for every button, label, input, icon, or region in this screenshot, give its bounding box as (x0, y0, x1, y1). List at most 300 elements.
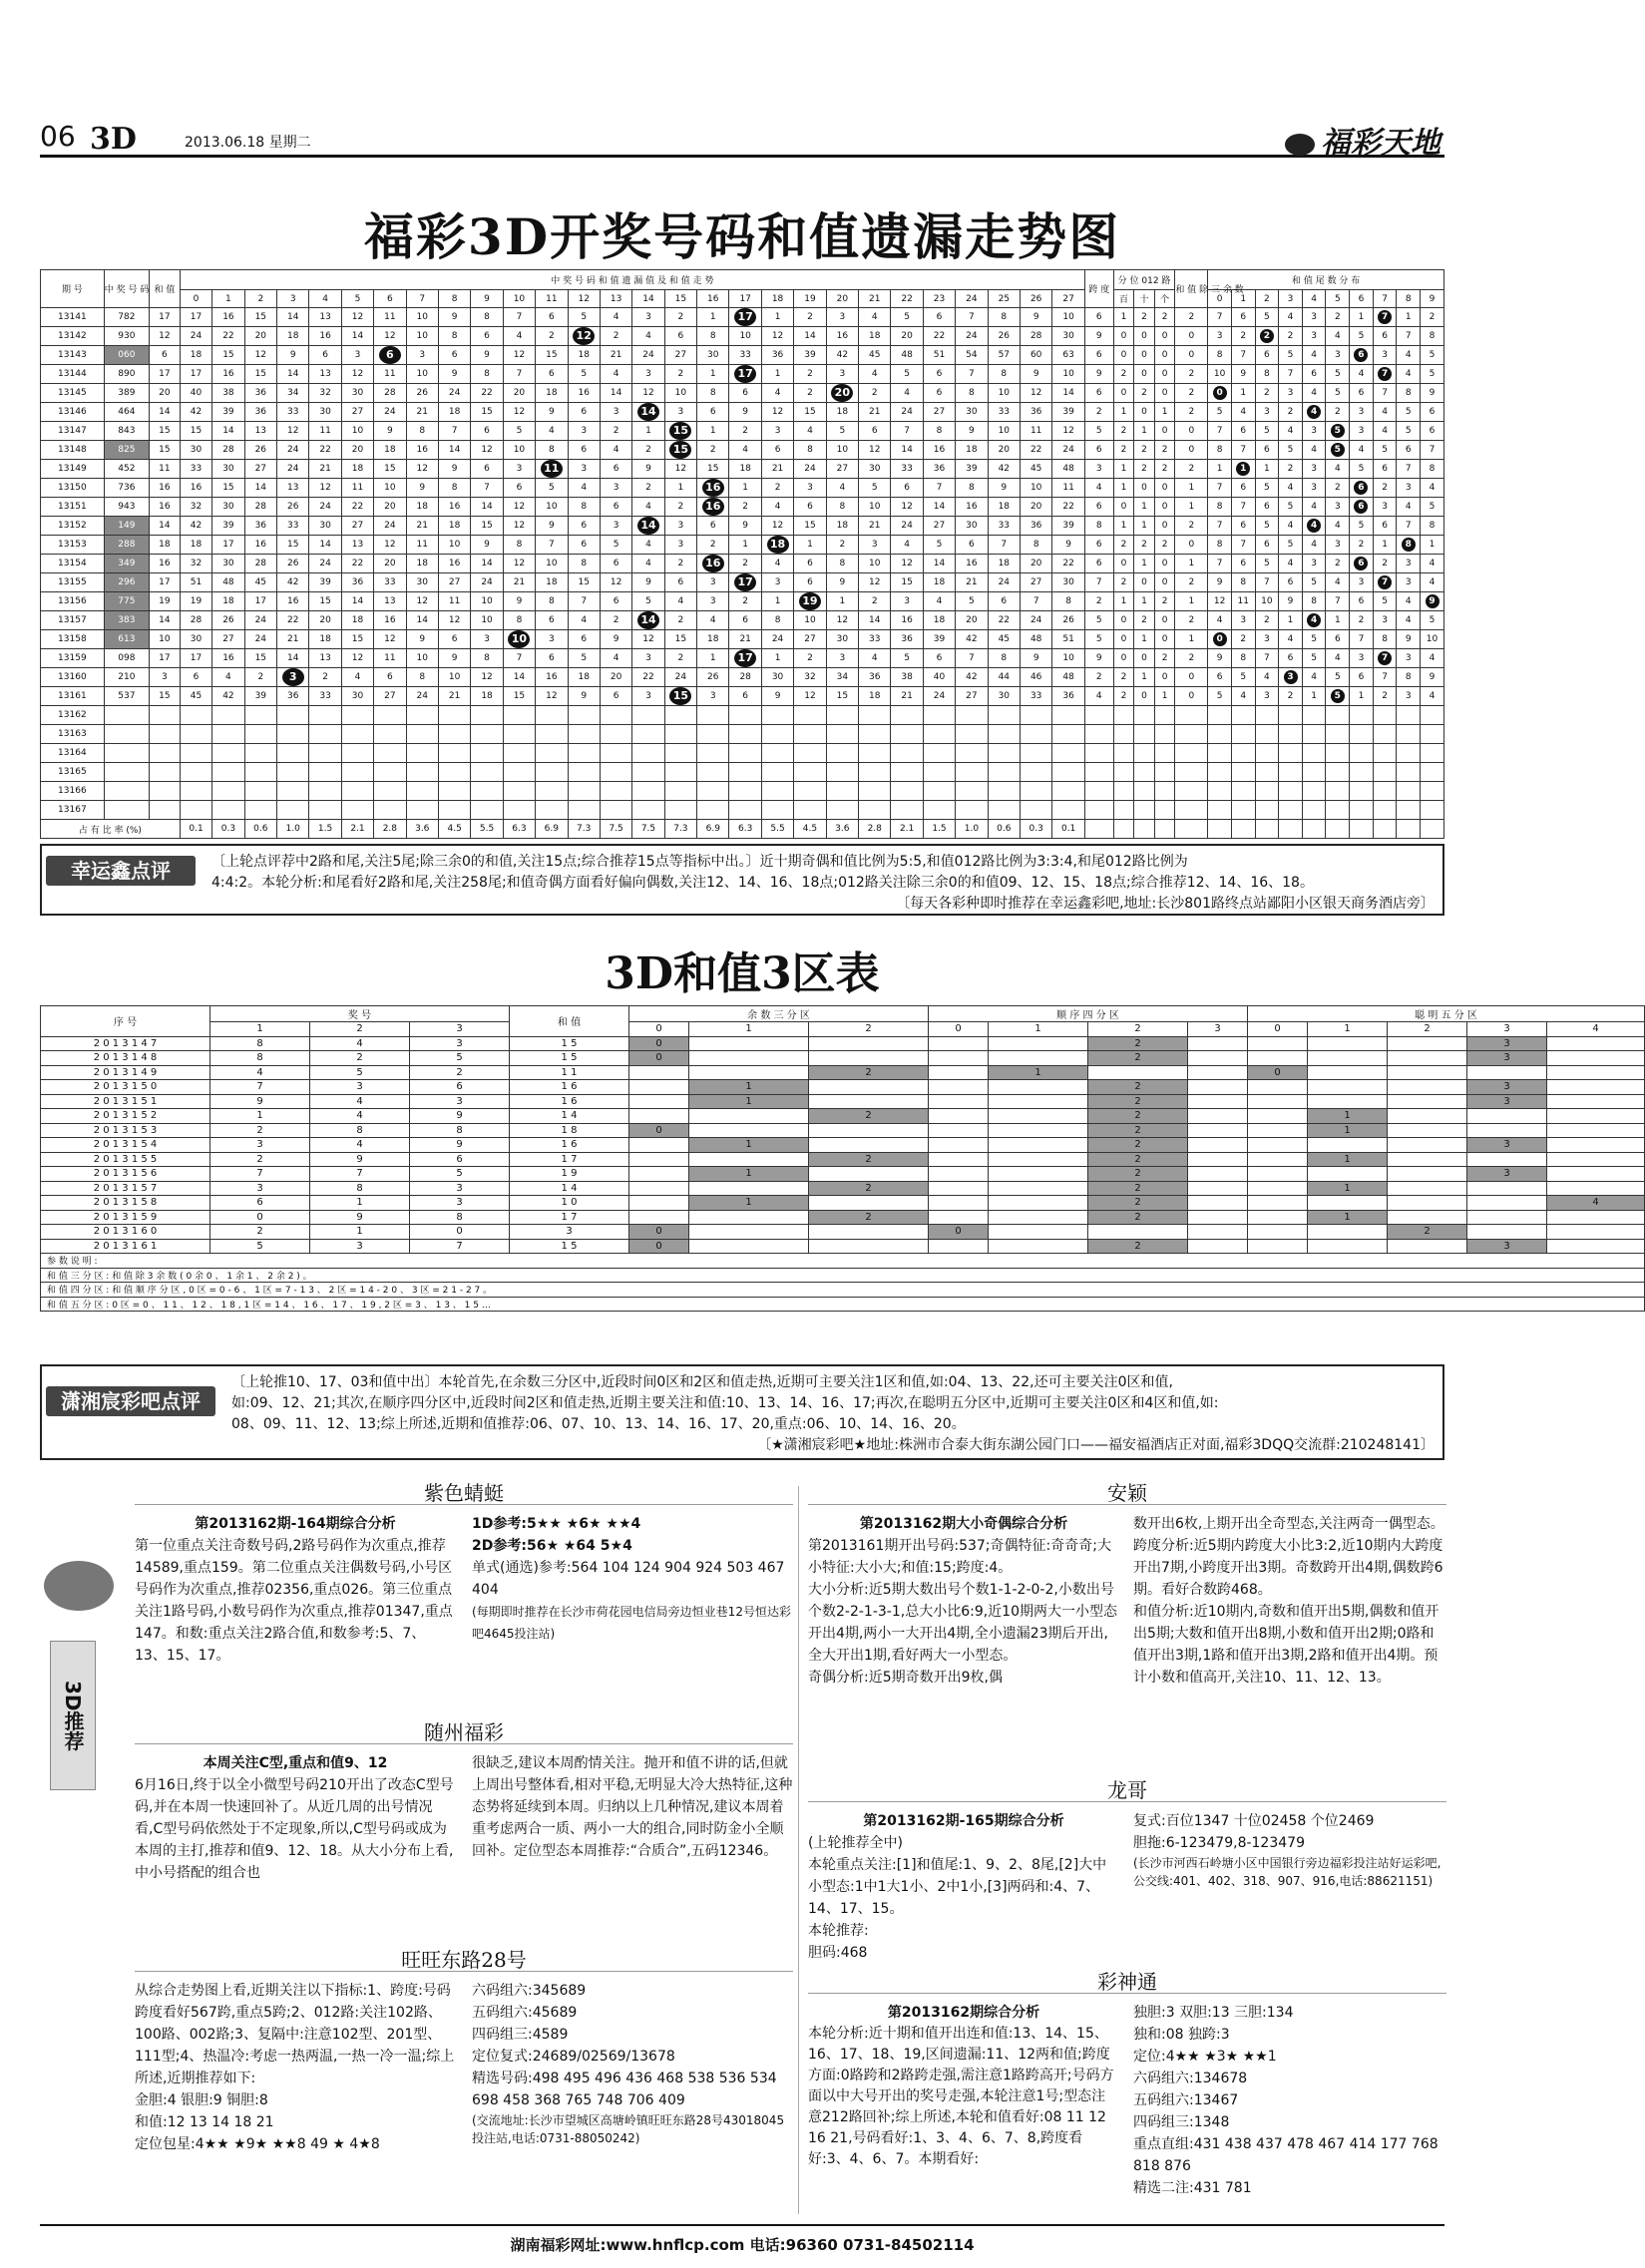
zone3-cell: 1 (689, 1196, 809, 1211)
sum-trend-cell: 7 (1020, 592, 1051, 611)
ratio-cell: 4.5 (438, 820, 470, 839)
tail-cell: 4 (1397, 346, 1421, 365)
article-line: 独胆:3 双胆:13 三胆:134 (1133, 2005, 1294, 2021)
sum-trend-cell: 22 (632, 668, 664, 687)
article-line: 精选号码:498 495 496 436 468 538 536 534 698 458 368 765 748 706 409 (472, 2071, 777, 2108)
zone5-cell: 3 (1467, 1167, 1547, 1182)
tail-cell: 2 (1279, 327, 1303, 346)
empty-cell (104, 706, 149, 725)
zone4-cell (929, 1065, 989, 1080)
tail-cell: 2 (1350, 611, 1374, 630)
sum-trend-cell: 3 (471, 630, 503, 649)
tail-ball: 6 (1354, 348, 1368, 362)
route-cell: 0 (1134, 327, 1155, 346)
empty-cell (1373, 706, 1397, 725)
tail-cell: 2 (1231, 327, 1255, 346)
sum-trend-cell: 19 (180, 592, 211, 611)
sum-trend-cell: 11 (374, 649, 406, 668)
tail-cell: 3 (1397, 649, 1421, 668)
sum-trend-cell: 9 (374, 422, 406, 441)
route-cell: 2 (1113, 573, 1134, 592)
sum-trend-cell: 9 (471, 346, 503, 365)
sum-trend-cell: 3 (568, 422, 600, 441)
sum-trend-cell: 18 (859, 687, 891, 706)
col-header-zone4-val: 1 (989, 1022, 1088, 1037)
prize-digit-cell: 7 (410, 1239, 510, 1254)
prize-digit-cell: 1 (310, 1225, 410, 1240)
tail-cell: 5 (1373, 592, 1397, 611)
tail-ball: 1 (1236, 462, 1250, 476)
sum-trend-cell: 45 (988, 630, 1020, 649)
route-cell: 0 (1154, 498, 1175, 517)
tail-cell: 2 (1326, 403, 1350, 422)
mod3-cell: 0 (1175, 687, 1208, 706)
empty-cell (632, 744, 664, 763)
ref-2d: 2D参考:56★ ★64 5★4 (472, 1538, 632, 1554)
empty-cell (149, 782, 180, 801)
sum-trend-cell: 4 (503, 327, 535, 346)
sum-trend-cell: 7 (471, 479, 503, 498)
col-header-zone4-val: 0 (929, 1022, 989, 1037)
period-cell: 13162 (41, 706, 105, 725)
zone4-cell (989, 1036, 1088, 1051)
sum-trend-cell: 11 (438, 592, 470, 611)
sum-trend-cell: 6 (664, 327, 696, 346)
zone3-cell (809, 1138, 929, 1153)
zone5-cell: 1 (1308, 1123, 1388, 1138)
sum-trend-cell: 12 (600, 573, 631, 592)
prize-digit-cell: 4 (210, 1065, 310, 1080)
article-title: 安颖 (808, 1482, 1446, 1505)
article-line: 五码组六:13467 (1133, 2092, 1239, 2108)
tail-cell: 3 (1302, 327, 1326, 346)
tail-cell: 7 (1231, 498, 1255, 517)
sum-trend-cell: 10 (471, 611, 503, 630)
sum-trend-cell: 14 (277, 649, 309, 668)
zone4-cell (929, 1210, 989, 1225)
prize-digit-cell: 3 (410, 1181, 510, 1196)
sum-trend-cell (536, 460, 568, 479)
empty-cell (180, 763, 211, 782)
article-subtitle: 第2013162期-164期综合分析 (195, 1516, 396, 1532)
sum-trend-cell: 9 (277, 346, 309, 365)
route-cell: 2 (1134, 536, 1155, 555)
tail-cell: 8 (1255, 365, 1279, 384)
sum-trend-cell: 4 (632, 555, 664, 573)
empty-cell (1113, 725, 1134, 744)
route-cell: 1 (1113, 308, 1134, 327)
sum-trend-cell: 2 (697, 536, 729, 555)
zone5-cell (1547, 1051, 1645, 1066)
sum-trend-cell: 18 (341, 460, 373, 479)
sum-ball: 14 (637, 517, 659, 535)
empty-cell (988, 782, 1020, 801)
tail-ball: 7 (1378, 367, 1392, 381)
zone5-cell: 3 (1467, 1080, 1547, 1095)
zone5-cell: 3 (1467, 1094, 1547, 1109)
zone4-cell (989, 1123, 1088, 1138)
empty-cell (664, 706, 696, 725)
sum-trend-cell: 33 (859, 630, 891, 649)
span-cell: 9 (1084, 327, 1113, 346)
sum-trend-cell: 10 (503, 441, 535, 460)
tail-ball: 7 (1378, 310, 1392, 324)
sum-trend-cell: 3 (341, 346, 373, 365)
zone5-cell (1248, 1123, 1308, 1138)
zone5-cell (1308, 1225, 1388, 1240)
sum-trend-cell (697, 479, 729, 498)
sum-trend-cell: 10 (988, 422, 1020, 441)
empty-cell (826, 782, 858, 801)
sum-trend-cell: 10 (341, 422, 373, 441)
empty-cell (891, 725, 923, 744)
sum-trend-cell: 39 (923, 630, 955, 649)
winning-number-cell: 537 (104, 687, 149, 706)
tail-cell: 1 (1231, 384, 1255, 403)
note-cell: 和 值 三 分 区 : 和 值 除 3 余 数 ( 0 余 0 、 1 余 1 、 2 余 2 ) 。 (41, 1268, 1645, 1283)
empty-cell (859, 801, 891, 820)
empty-cell (1052, 744, 1085, 763)
zone4-cell (989, 1051, 1088, 1066)
tail-cell: 5 (1255, 479, 1279, 498)
zone4-cell (929, 1138, 989, 1153)
col-header-sum-value: 27 (1052, 290, 1085, 308)
route-cell: 1 (1113, 592, 1134, 611)
empty-cell (1397, 820, 1421, 839)
sum-trend-cell: 12 (374, 630, 406, 649)
zone3-cell (809, 1080, 929, 1095)
sum-trend-cell: 11 (341, 479, 373, 498)
sum-trend-cell: 6 (697, 403, 729, 422)
empty-cell (438, 801, 470, 820)
tail-cell: 6 (1255, 441, 1279, 460)
empty-cell (406, 763, 438, 782)
sum-trend-cell: 12 (309, 479, 341, 498)
sum-trend-cell: 28 (244, 555, 276, 573)
sum-trend-cell: 26 (697, 668, 729, 687)
sum-trend-cell: 21 (309, 460, 341, 479)
sum-trend-cell: 33 (988, 403, 1020, 422)
sum-trend-cell: 3 (697, 592, 729, 611)
zone4-cell: 2 (1088, 1138, 1188, 1153)
empty-cell (1084, 801, 1113, 820)
tail-cell: 3 (1302, 479, 1326, 498)
sum-trend-cell: 9 (729, 517, 761, 536)
sum-trend-cell: 26 (277, 555, 309, 573)
zone5-cell (1308, 1080, 1388, 1095)
tail-cell: 5 (1255, 517, 1279, 536)
tail-ball: 9 (1426, 594, 1439, 608)
article-subtitle: 本周关注C型,重点和值9、12 (203, 1755, 388, 1771)
tail-cell: 7 (1279, 365, 1303, 384)
sum-trend-cell: 7 (988, 536, 1020, 555)
sum-trend-cell: 10 (438, 536, 470, 555)
empty-cell (374, 725, 406, 744)
zone4-cell (1188, 1080, 1248, 1095)
zone5-cell (1248, 1080, 1308, 1095)
col-header-zone4: 顺 序 四 分 区 (929, 1006, 1248, 1022)
sum-trend-cell: 26 (1052, 611, 1085, 630)
span-cell: 6 (1084, 536, 1113, 555)
sum-trend-cell: 17 (180, 649, 211, 668)
sum-trend-cell: 45 (859, 346, 891, 365)
sum-trend-cell: 2 (826, 536, 858, 555)
ratio-row (41, 820, 1444, 839)
route-cell: 0 (1113, 555, 1134, 573)
sum-trend-cell: 4 (826, 479, 858, 498)
empty-cell (794, 801, 826, 820)
sum-trend-cell: 5 (503, 422, 535, 441)
span-cell: 8 (1084, 517, 1113, 536)
sum-trend-cell: 8 (794, 441, 826, 460)
zone4-cell (929, 1152, 989, 1167)
tail-cell: 8 (1421, 460, 1444, 479)
sum-trend-cell: 16 (212, 365, 244, 384)
prize-digit-cell: 4 (310, 1138, 410, 1153)
empty-cell (1231, 725, 1255, 744)
table-row (41, 517, 1444, 536)
sum-trend-cell: 42 (956, 668, 988, 687)
sum-trend-cell: 8 (826, 555, 858, 573)
empty-cell (277, 763, 309, 782)
note-row (41, 1297, 1645, 1312)
sum-ball: 15 (669, 441, 691, 459)
sum-trend-cell: 20 (988, 441, 1020, 460)
sum-trend-cell: 10 (536, 555, 568, 573)
prize-digit-cell: 3 (210, 1181, 310, 1196)
empty-cell (536, 706, 568, 725)
tail-ball: 5 (1331, 443, 1345, 457)
sum-trend-cell: 1 (826, 592, 858, 611)
winning-number-cell: 210 (104, 668, 149, 687)
tail-cell: 5 (1208, 403, 1232, 422)
tail-cell: 4 (1231, 403, 1255, 422)
empty-cell (1154, 706, 1175, 725)
tail-cell: 5 (1231, 668, 1255, 687)
table-row-empty (41, 782, 1444, 801)
mod3-cell: 0 (1175, 422, 1208, 441)
prize-digit-cell: 6 (410, 1080, 510, 1095)
zone5-cell (1248, 1094, 1308, 1109)
sum-trend-cell: 30 (988, 687, 1020, 706)
sum-cell: 1 7 (510, 1210, 629, 1225)
route-cell: 0 (1134, 687, 1155, 706)
prize-digit-cell: 3 (310, 1080, 410, 1095)
sum-trend-cell: 30 (406, 573, 438, 592)
sum-trend-cell: 6 (794, 498, 826, 517)
empty-cell (1279, 763, 1303, 782)
sum-ball: 6 (379, 346, 401, 364)
ratio-cell: 7.3 (568, 820, 600, 839)
table-row (41, 1239, 1645, 1254)
sum-trend-cell: 26 (406, 384, 438, 403)
empty-cell (988, 744, 1020, 763)
sum-cell: 17 (149, 308, 180, 327)
zone3-cell (689, 1036, 809, 1051)
tail-cell: 8 (1421, 327, 1444, 346)
sum-trend-cell: 9 (729, 403, 761, 422)
empty-cell (1208, 801, 1232, 820)
tail-cell: 3 (1255, 403, 1279, 422)
sum-trend-cell: 26 (277, 498, 309, 517)
sum-trend-cell: 16 (374, 611, 406, 630)
empty-cell (244, 744, 276, 763)
table-row (41, 441, 1444, 460)
zone4-cell: 2 (1088, 1196, 1188, 1211)
empty-cell (1302, 820, 1326, 839)
tail-cell: 4 (1326, 327, 1350, 346)
sum-trend-cell: 12 (891, 498, 923, 517)
sum-trend-cell: 30 (341, 384, 373, 403)
sum-trend-cell: 18 (729, 460, 761, 479)
empty-cell (891, 763, 923, 782)
tail-cell: 8 (1231, 573, 1255, 592)
empty-cell (664, 725, 696, 744)
zone5-cell (1467, 1196, 1547, 1211)
prize-digit-cell: 0 (410, 1225, 510, 1240)
span-cell: 4 (1084, 687, 1113, 706)
empty-cell (697, 744, 729, 763)
route-cell: 1 (1113, 403, 1134, 422)
sum-trend-cell: 34 (277, 384, 309, 403)
sum-trend-cell: 28 (1020, 327, 1051, 346)
empty-cell (309, 763, 341, 782)
zone5-cell (1308, 1051, 1388, 1066)
empty-cell (1084, 782, 1113, 801)
empty-cell (374, 744, 406, 763)
sum-trend-cell: 16 (277, 592, 309, 611)
tail-cell (1397, 536, 1421, 555)
empty-cell (1421, 763, 1444, 782)
period-cell: 2 0 1 3 1 5 8 (41, 1196, 210, 1211)
sum-trend-cell: 6 (729, 384, 761, 403)
col-header-sum-value: 18 (761, 290, 793, 308)
prize-digit-cell: 3 (310, 1239, 410, 1254)
article-note: (长沙市河西石岭塘小区中国银行旁边福彩投注站好运彩吧,公交线:401、402、318、907、916,电话:88621151) (1133, 1856, 1441, 1888)
zone5-cell (1547, 1239, 1645, 1254)
tail-cell (1231, 460, 1255, 479)
sum-trend-cell: 3 (826, 308, 858, 327)
tail-cell: 2 (1350, 536, 1374, 555)
span-cell: 5 (1084, 630, 1113, 649)
tail-ball: 4 (1307, 519, 1321, 533)
sum-trend-cell: 2 (729, 592, 761, 611)
sum-trend-cell: 14 (923, 498, 955, 517)
empty-cell (568, 725, 600, 744)
col-header-sum-value: 22 (891, 290, 923, 308)
sum-trend-cell: 18 (341, 611, 373, 630)
ratio-cell: 6.3 (729, 820, 761, 839)
sum-trend-cell (697, 555, 729, 573)
route-cell: 1 (1154, 687, 1175, 706)
tail-cell: 9 (1208, 649, 1232, 668)
zone4-cell: 2 (1088, 1036, 1188, 1051)
empty-cell (438, 782, 470, 801)
tail-cell (1350, 555, 1374, 573)
sum-trend-cell: 20 (374, 555, 406, 573)
sum-trend-cell: 26 (244, 441, 276, 460)
table-row (41, 1181, 1645, 1196)
sum-trend-cell: 12 (374, 536, 406, 555)
sum-trend-cell: 22 (1020, 441, 1051, 460)
period-cell: 13154 (41, 555, 105, 573)
tail-ball: 0 (1213, 386, 1227, 400)
zone5-cell (1248, 1225, 1308, 1240)
tail-cell: 4 (1397, 498, 1421, 517)
sum-trend-cell: 39 (212, 403, 244, 422)
sum-trend-cell: 11 (1052, 479, 1085, 498)
sum-trend-cell: 14 (923, 555, 955, 573)
empty-cell (729, 782, 761, 801)
zone4-cell: 2 (1088, 1239, 1188, 1254)
span-cell: 6 (1084, 346, 1113, 365)
table-row (41, 573, 1444, 592)
sum-trend-cell: 4 (341, 668, 373, 687)
route-cell: 2 (1154, 592, 1175, 611)
zone5-cell (1467, 1225, 1547, 1240)
route-cell: 2 (1134, 441, 1155, 460)
tail-cell (1208, 384, 1232, 403)
sum-trend-cell: 6 (794, 555, 826, 573)
route-cell: 0 (1113, 630, 1134, 649)
sum-trend-cell: 8 (536, 441, 568, 460)
tail-cell: 5 (1255, 308, 1279, 327)
sum-trend-cell: 8 (988, 649, 1020, 668)
comment-line: 4:4:2。本轮分析:和尾看好2路和尾,关注258尾;和值奇偶方面看好偏向偶数,关注12、14、16、18点;012路关注除三余0的和值09、12、15、18点;综合推荐12、14、16、18。 (211, 875, 1314, 891)
sum-trend-cell: 4 (212, 668, 244, 687)
sum-trend-cell: 4 (600, 308, 631, 327)
col-header-prize-pos: 1 (210, 1022, 310, 1037)
sum-trend-cell: 18 (277, 327, 309, 346)
zone5-cell (1248, 1210, 1308, 1225)
sum-trend-cell: 24 (374, 403, 406, 422)
col-header-zone5-val: 3 (1467, 1022, 1547, 1037)
table-row-empty (41, 801, 1444, 820)
article-line: 胆码:468 (808, 1945, 868, 1961)
sum-trend-cell: 12 (794, 687, 826, 706)
zone4-cell (1188, 1123, 1248, 1138)
tail-cell: 9 (1279, 592, 1303, 611)
zone-table-title: 3D和值3区表 (605, 948, 880, 999)
sum-trend-cell: 5 (536, 479, 568, 498)
sum-trend-cell: 10 (1052, 308, 1085, 327)
article-longge (808, 1775, 1446, 1964)
zone4-cell (1188, 1152, 1248, 1167)
col-header-zone4-val: 2 (1088, 1022, 1188, 1037)
sum-trend-cell: 24 (1052, 441, 1085, 460)
empty-cell (1175, 706, 1208, 725)
mod3-cell: 0 (1175, 536, 1208, 555)
sum-trend-cell: 2 (309, 668, 341, 687)
sum-cell: 1 6 (510, 1080, 629, 1095)
empty-cell (503, 725, 535, 744)
sum-trend-cell: 4 (729, 441, 761, 460)
zone5-cell: 3 (1467, 1036, 1547, 1051)
empty-cell (406, 706, 438, 725)
empty-cell (794, 782, 826, 801)
tail-cell (1373, 573, 1397, 592)
tail-cell: 6 (1373, 327, 1397, 346)
sum-trend-cell: 5 (600, 536, 631, 555)
sum-trend-cell: 8 (406, 668, 438, 687)
sum-trend-cell: 9 (438, 308, 470, 327)
table-row (41, 630, 1444, 649)
sum-trend-cell: 9 (761, 687, 793, 706)
span-cell: 6 (1084, 308, 1113, 327)
sum-trend-cell: 9 (536, 403, 568, 422)
tail-cell: 7 (1421, 441, 1444, 460)
zone3-cell (809, 1123, 929, 1138)
